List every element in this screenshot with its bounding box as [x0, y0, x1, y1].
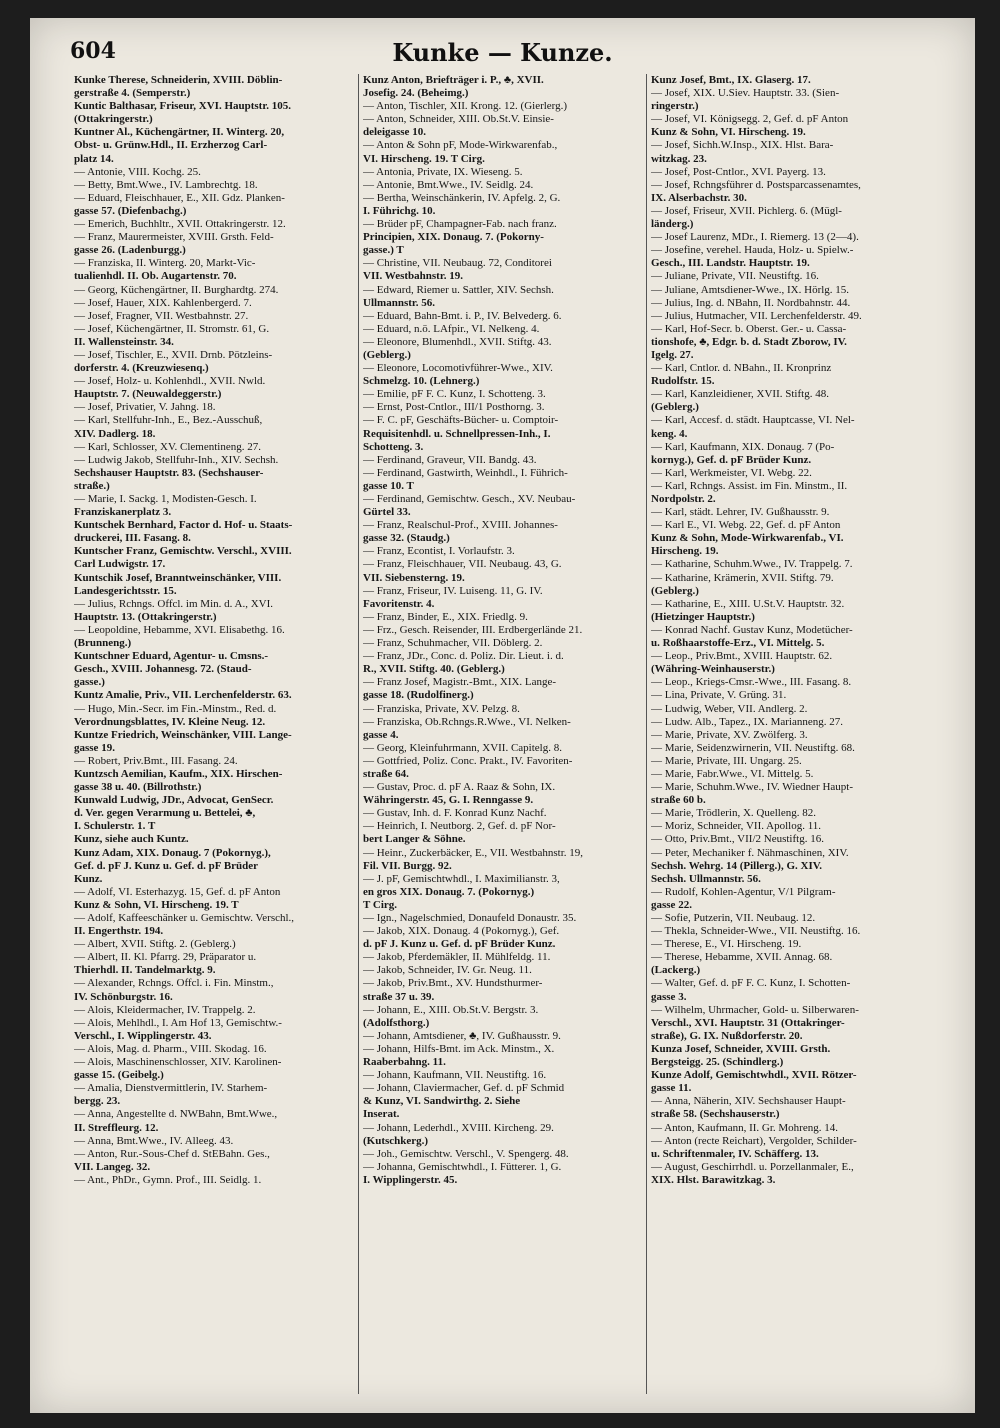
- directory-entry-line: — Anton & Sohn pF, Mode-Wirkwarenfab.,: [363, 139, 558, 152]
- directory-entry-line: Kunz Josef, Bmt., IX. Glaserg. 17.: [651, 74, 811, 86]
- directory-entry-line: Carl Ludwigstr. 17.: [74, 558, 166, 571]
- directory-entry-line: — Jakob, Schneider, IV. Gr. Neug. 11.: [363, 964, 532, 977]
- directory-entry-line: gasse 26. (Ladenburgg.): [74, 244, 186, 257]
- directory-entry-line: — Brüder pF, Champagner-Fab. nach franz.: [363, 218, 557, 231]
- directory-entry-line: — Katharine, Krämerin, XVII. Stiftg. 79.: [651, 571, 834, 584]
- directory-entry-line: — Therese, Hebamme, XVII. Annag. 68.: [651, 951, 833, 964]
- directory-entry-line: — Bertha, Weinschänkerin, IV. Apfelg. 2, G.: [363, 191, 561, 204]
- directory-entry-line: Kuntschik Josef, Branntweinschänker, VIII.: [74, 571, 282, 584]
- directory-entry-line: — Karl, städt. Lehrer, IV. Gußhausstr. 9.: [651, 506, 830, 519]
- directory-entry-line: — Anton, Schneider, XIII. Ob.St.V. Einsie-: [363, 113, 554, 126]
- directory-column-3: [646, 74, 934, 1394]
- directory-entry-line: — Marie, I. Sackg. 1, Modisten-Gesch. I.: [74, 493, 257, 505]
- directory-entry-line: XIV. Dadlerg. 18.: [74, 427, 156, 440]
- directory-entry-line: (Geblerg.): [363, 348, 411, 361]
- directory-entry-line: — Franz, Realschul-Prof., XVIII. Johannes-: [363, 519, 558, 532]
- directory-column-2: [358, 74, 646, 1394]
- directory-entry-line: Kuntic Balthasar, Friseur, XVI. Hauptstr. 105.: [74, 100, 291, 113]
- directory-entry-line: II. Wallensteinstr. 34.: [74, 335, 174, 348]
- directory-entry-line: — Josef, Privatier, V. Jahng. 18.: [74, 401, 216, 414]
- directory-entry-line: Bergsteigg. 25. (Schindlerg.): [651, 1056, 784, 1069]
- directory-entry-line: — Marie, Private, III. Ungarg. 25.: [651, 754, 802, 767]
- directory-entry-line: — Otto, Priv.Bmt., VII/2 Neustiftg. 16.: [651, 833, 824, 846]
- directory-entry-line: VI. Hirscheng. 19. T Cirg.: [363, 152, 485, 165]
- directory-entry-line: Kunz.: [74, 872, 103, 885]
- directory-entry-line: Kunwald Ludwig, JDr., Advocat, GenSecr.: [74, 794, 274, 807]
- directory-entry-line: — Alois, Mehlhdl., I. Am Hof 13, Gemischtw.-: [74, 1016, 282, 1029]
- directory-entry-line: (Ottakringerstr.): [74, 113, 153, 126]
- directory-entry-line: I. Wipplingerstr. 45.: [363, 1173, 458, 1186]
- directory-entry-line: dorferstr. 4. (Kreuzwiesenq.): [74, 362, 209, 375]
- directory-entry-line: bert Langer & Söhne.: [363, 833, 466, 846]
- directory-entry-line: — Alois, Kleidermacher, IV. Trappelg. 2.: [74, 1003, 256, 1016]
- directory-entry-line: straße.): [74, 479, 110, 492]
- directory-entry-line: — Christine, VII. Neubaug. 72, Conditorei: [363, 257, 552, 270]
- directory-entry-line: straße 60 b.: [651, 794, 706, 807]
- directory-entry-line: — Katharine, E., XIII. U.St.V. Hauptstr. 32.: [651, 597, 845, 610]
- directory-entry-line: Kunz & Sohn, VI. Hirscheng. 19. T: [74, 898, 239, 911]
- directory-entry-line: — Jakob, Priv.Bmt., XV. Hundsthurmer-: [363, 977, 543, 990]
- directory-entry-line: Verschl., XVI. Hauptstr. 31 (Ottakringer-: [651, 1016, 845, 1029]
- directory-entry-line: — Betty, Bmt.Wwe., IV. Lambrechtg. 18.: [74, 178, 258, 191]
- directory-entry-line: — Georg, Kleinfuhrmann, XVII. Capitelg. 8.: [363, 741, 562, 754]
- directory-entry-line: — Emilie, pF F. C. Kunz, I. Schotteng. 3.: [363, 388, 546, 401]
- directory-entry-line: — Josef, Post-Cntlor., XVI. Payerg. 13.: [651, 165, 826, 178]
- directory-entry-line: d. pF J. Kunz u. Gef. d. pF Brüder Kunz.: [363, 938, 556, 951]
- directory-entry-line: — Karl, Schlosser, XV. Clementineng. 27.: [74, 440, 261, 453]
- directory-entry-line: en gros XIX. Donaug. 7. (Pokornyg.): [363, 885, 535, 898]
- directory-entry-line: Kunz & Sohn, VI. Hirscheng. 19.: [651, 126, 806, 139]
- directory-entry-line: — Josefine, verehel. Hauda, Holz- u. Spielw.-: [651, 244, 854, 257]
- directory-entry-line: — Julius, Ing. d. NBahn, II. Nordbahnstr. 44.: [651, 296, 851, 309]
- directory-entry-line: — Moriz, Schneider, VII. Apollog. 11.: [651, 820, 822, 833]
- directory-entry-line: — Karl, Stellfuhr-Inh., E., Bez.-Ausschuß,: [74, 414, 263, 427]
- directory-entry-line: — Katharine, Schuhm.Wwe., IV. Trappelg. 7.: [651, 558, 853, 571]
- directory-entry-line: — Wilhelm, Uhrmacher, Gold- u. Silberwaren-: [651, 1003, 859, 1016]
- directory-entry-line: II. Engerthstr. 194.: [74, 925, 164, 938]
- directory-entry-line: gasse 11.: [651, 1082, 692, 1095]
- directory-entry-line: Rudolfstr. 15.: [651, 375, 715, 388]
- directory-entry-line: — Marie, Schuhm.Wwe., IV. Wiedner Haupt-: [651, 781, 853, 794]
- directory-entry-line: — Antonia, Private, IX. Wieseng. 5.: [363, 165, 523, 178]
- directory-entry-line: tionshofe, ♣, Edgr. b. d. Stadt Zborow, IV.: [651, 335, 847, 348]
- directory-entry-line: — Marie, Seidenzwirnerin, VII. Neustiftg. 68.: [651, 741, 855, 754]
- directory-entry-line: — Johanna, Gemischtwhdl., I. Fütterer. 1, G.: [363, 1160, 562, 1173]
- directory-entry-line: Landesgerichtsstr. 15.: [74, 584, 177, 597]
- directory-entry-line: — Anton, Rur.-Sous-Chef d. StEBahn. Ges.,: [74, 1147, 270, 1160]
- directory-entry-line: Schotteng. 3.: [363, 440, 424, 453]
- directory-column-1: [70, 74, 358, 1394]
- directory-entry-line: — Konrad Nachf. Gustav Kunz, Modetücher-: [651, 623, 853, 636]
- directory-entry-line: gasse 19.: [74, 741, 115, 754]
- directory-entry-line: — Anna, Angestellte d. NWBahn, Bmt.Wwe.,: [74, 1108, 278, 1121]
- directory-entry-line: — Albert, XVII. Stiftg. 2. (Geblerg.): [74, 938, 236, 951]
- directory-entry-line: straße 37 u. 39.: [363, 990, 435, 1003]
- directory-entry-line: Franziskanerplatz 3.: [74, 506, 172, 519]
- directory-entry-line: Kuntscher Franz, Gemischtw. Verschl., XVIII.: [74, 545, 292, 558]
- directory-entry-line: Schmelzg. 10. (Lehnerg.): [363, 375, 480, 388]
- directory-entry-line: — Emerich, Buchhltr., XVII. Ottakringerstr. 12.: [74, 218, 286, 231]
- directory-entry-line: — Josef, VI. Königsegg. 2, Gef. d. pF Anton: [651, 113, 849, 126]
- directory-entry-line: — Julius, Rchngs. Offcl. im Min. d. A., XVI.: [74, 597, 274, 610]
- directory-entry-line: — Franz, Schuhmacher, VII. Döblerg. 2.: [363, 637, 543, 650]
- directory-entry-line: (Hietzinger Hauptstr.): [651, 610, 755, 623]
- directory-entry-line: — Josef, Friseur, XVII. Pichlerg. 6. (Mügl-: [651, 204, 842, 217]
- directory-entry-line: — Ferdinand, Gastwirth, Weinhdl., I. Führich-: [363, 466, 568, 479]
- directory-entry-line: — Josef, Fragner, VII. Westbahnstr. 27.: [74, 309, 249, 322]
- directory-entry-line: — Heinr., Zuckerbäcker, E., VII. Westbahnstr. 19,: [363, 846, 584, 859]
- directory-entry-line: — Leop., Kriegs-Cmsr.-Wwe., III. Fasang. 8.: [651, 676, 852, 689]
- directory-entry-line: Kuntschek Bernhard, Factor d. Hof- u. Staats-: [74, 519, 293, 532]
- directory-entry-line: — Josef, XIX. U.Siev. Hauptstr. 33. (Sien-: [651, 87, 840, 100]
- directory-entry-line: — Eleonore, Blumenhdl., XVII. Stiftg. 43.: [363, 335, 552, 348]
- directory-entry-line: — Franz Josef, Magistr.-Bmt., XIX. Lange-: [363, 676, 557, 689]
- directory-entry-line: platz 14.: [74, 152, 114, 165]
- directory-entry-line: Principien, XIX. Donaug. 7. (Pokorny-: [363, 231, 544, 244]
- directory-entry-line: — Sofie, Putzerin, VII. Neubaug. 12.: [651, 912, 816, 924]
- directory-entry-line: — Josef Laurenz, MDr., I. Riemerg. 13 (2—4).: [651, 231, 859, 244]
- directory-entry-line: — Walter, Gef. d. pF F. C. Kunz, I. Schotten-: [651, 977, 851, 990]
- directory-entry-line: — Johann, E., XIII. Ob.St.V. Bergstr. 3.: [363, 1003, 539, 1016]
- directory-entry-line: gasse 38 u. 40. (Billrothstr.): [74, 781, 202, 794]
- directory-entry-line: XIX. Hlst. Barawitzkag. 3.: [651, 1173, 776, 1186]
- directory-entry-line: deleigasse 10.: [363, 126, 426, 139]
- directory-entry-line: — Adolf, VI. Esterhazyg. 15, Gef. d. pF Anton: [74, 885, 281, 898]
- directory-entry-line: — Anna, Näherin, XIV. Sechshauser Haupt-: [651, 1095, 846, 1108]
- directory-entry-line: Kuntzsch Aemilian, Kaufm., XIX. Hirschen-: [74, 767, 283, 780]
- directory-entry-line: — Karl, Kaufmann, XIX. Donaug. 7 (Po-: [651, 440, 835, 453]
- directory-entry-line: — Alexander, Rchngs. Offcl. i. Fin. Minstm.,: [74, 977, 274, 990]
- directory-entry-line: — Josef, Holz- u. Kohlenhdl., XVII. Nwld.: [74, 375, 266, 388]
- directory-entry-line: — Gustav, Inh. d. F. Konrad Kunz Nachf.: [363, 807, 547, 820]
- directory-entry-line: Kunze Adolf, Gemischtwhdl., XVII. Rötzer-: [651, 1069, 857, 1082]
- directory-entry-line: Inserat.: [363, 1108, 400, 1121]
- directory-entry-line: — Anton (recte Reichart), Vergolder, Schilder-: [651, 1134, 857, 1147]
- directory-entry-line: — Karl, Rchngs. Assist. im Fin. Minstm., II.: [651, 479, 848, 492]
- directory-entry-line: — Robert, Priv.Bmt., III. Fasang. 24.: [74, 754, 238, 767]
- directory-entry-line: — Eduard, Bahn-Bmt. i. P., IV. Belvederg. 6.: [363, 309, 562, 322]
- directory-entry-line: (Geblerg.): [651, 401, 699, 414]
- directory-entry-line: Gesch., XVIII. Johannesg. 72. (Staud-: [74, 663, 252, 676]
- directory-entry-line: (Adolfsthorg.): [363, 1016, 430, 1029]
- directory-entry-line: — Leopoldine, Hebamme, XVI. Elisabethg. 16.: [74, 623, 285, 636]
- directory-entry-line: — Josef, Küchengärtner, II. Stromstr. 61, G.: [74, 322, 270, 335]
- directory-entry-line: IV. Schönburgstr. 16.: [74, 990, 173, 1003]
- directory-entry-line: — Anna, Bmt.Wwe., IV. Alleeg. 43.: [74, 1134, 234, 1147]
- directory-entry-line: & Kunz, VI. Sandwirthg. 2. Siehe: [363, 1095, 521, 1108]
- directory-entry-line: — Rudolf, Kohlen-Agentur, V/1 Pilgram-: [651, 885, 836, 898]
- directory-entry-line: — Franziska, Private, XV. Pelzg. 8.: [363, 702, 520, 715]
- directory-entry-line: witzkag. 23.: [651, 152, 707, 165]
- directory-entry-line: — Karl, Werkmeister, VI. Webg. 22.: [651, 466, 812, 479]
- directory-entry-line: druckerei, III. Fasang. 8.: [74, 532, 191, 545]
- directory-entry-line: gasse 32. (Staudg.): [363, 532, 450, 545]
- directory-entry-line: — Heinrich, I. Neutborg. 2, Gef. d. pF Nor-: [363, 820, 556, 833]
- directory-entry-line: VII. Langeg. 32.: [74, 1160, 151, 1173]
- directory-entry-line: Igelg. 27.: [651, 348, 694, 361]
- directory-entry-line: — Eduard, n.ö. LAfpir., VI. Nelkeng. 4.: [363, 322, 540, 335]
- directory-entry-line: — Franz, Binder, E., XIX. Friedlg. 9.: [363, 610, 528, 623]
- directory-entry-line: — Franz, Friseur, IV. Luiseng. 11, G. IV.: [363, 584, 543, 597]
- directory-entry-line: — Karl, Cntlor. d. NBahn., II. Kronprinz: [651, 362, 832, 375]
- directory-entry-line: — Gottfried, Poliz. Conc. Prakt., IV. Favoriten-: [363, 754, 573, 767]
- directory-entry-line: T Cirg.: [363, 898, 398, 911]
- directory-entry-line: Kuntner Al., Küchengärtner, II. Winterg. 20,: [74, 126, 285, 139]
- directory-entry-line: gasse.): [74, 676, 105, 689]
- directory-entry-line: — Frz., Gesch. Reisender, III. Erdbergerlände 21.: [363, 623, 583, 636]
- directory-entry-line: Kunz, siehe auch Kuntz.: [74, 833, 189, 846]
- directory-entry-line: — Marie, Fabr.Wwe., VI. Mittelg. 5.: [651, 767, 814, 780]
- directory-entry-line: straße), G. IX. Nußdorferstr. 20.: [651, 1029, 803, 1042]
- directory-entry-line: — Josef, Hauer, XIX. Kahlenbergerd. 7.: [74, 296, 252, 309]
- directory-entry-line: — Franziska, II. Winterg. 20, Markt-Vic-: [74, 257, 256, 270]
- directory-entry-line: — August, Geschirrhdl. u. Porzellanmaler, E.,: [651, 1160, 854, 1173]
- directory-entry-line: — Eduard, Fleischhauer, E., XII. Gdz. Planken-: [74, 191, 285, 204]
- directory-entry-line: u. Schriftenmaler, IV. Schäfferg. 13.: [651, 1147, 819, 1160]
- directory-entry-line: — Antonie, Bmt.Wwe., IV. Seidlg. 24.: [363, 178, 534, 191]
- directory-entry-line: Sechsh. Ullmannstr. 56.: [651, 872, 761, 885]
- directory-entry-line: bergg. 23.: [74, 1095, 121, 1108]
- directory-entry-line: — Jakob, XIX. Donaug. 4 (Pokornyg.), Gef.: [363, 925, 560, 938]
- directory-entry-line: gasse 4.: [363, 728, 399, 741]
- directory-entry-line: — Eleonore, Locomotivführer-Wwe., XIV.: [363, 362, 553, 375]
- directory-entry-line: Kuntschner Eduard, Agentur- u. Cmsns.-: [74, 650, 269, 663]
- directory-entry-line: IX. Alserbachstr. 30.: [651, 191, 747, 204]
- directory-entry-line: gasse 15. (Geibelg.): [74, 1069, 164, 1082]
- directory-entry-line: — Marie, Private, XV. Zwölferg. 3.: [651, 728, 808, 741]
- directory-entry-line: — Leop., Priv.Bmt., XVIII. Hauptstr. 62.: [651, 650, 833, 663]
- directory-entry-line: gerstraße 4. (Semperstr.): [74, 87, 191, 100]
- directory-entry-line: Hirscheng. 19.: [651, 545, 719, 558]
- directory-entry-line: — Anton, Kaufmann, II. Gr. Mohreng. 14.: [651, 1121, 838, 1134]
- directory-entry-line: — Lina, Private, V. Grüng. 31.: [651, 689, 787, 702]
- directory-entry-line: Ullmannstr. 56.: [363, 296, 436, 309]
- directory-entry-line: — Albert, II. Kl. Pfarrg. 29, Präparator u.: [74, 951, 257, 964]
- directory-entry-line: Kuntz Amalie, Priv., VII. Lerchenfelderstr. 63.: [74, 689, 292, 702]
- directory-entry-line: — Ferdinand, Graveur, VII. Bandg. 43.: [363, 453, 537, 466]
- page-header: Kunke — Kunze.: [392, 38, 613, 67]
- directory-entry-line: — Jakob, Pferdemäkler, II. Mühlfeldg. 11.: [363, 951, 551, 964]
- directory-entry-line: straße 64.: [363, 767, 409, 780]
- directory-entry-line: — Josef, Tischler, E., XVII. Drnb. Pötzleins-: [74, 348, 273, 361]
- directory-entry-line: gasse 57. (Diefenbachg.): [74, 204, 187, 217]
- directory-entry-line: — Ant., PhDr., Gymn. Prof., III. Seidlg. 1.: [74, 1173, 262, 1186]
- directory-entry-line: I. Schulerstr. 1. T: [74, 820, 156, 833]
- directory-entry-line: — Josef, Sichh.W.Insp., XIX. Hlst. Bara-: [651, 139, 834, 152]
- directory-entry-line: Kunz Anton, Briefträger i. P., ♣, XVII.: [363, 74, 544, 86]
- directory-entry-line: gasse 3.: [651, 990, 687, 1003]
- directory-entry-line: VII. Siebensterng. 19.: [363, 571, 465, 584]
- directory-entry-line: — Julius, Hutmacher, VII. Lerchenfelderstr. 49.: [651, 309, 862, 322]
- directory-entry-line: — Ernst, Post-Cntlor., III/1 Posthorng. 3.: [363, 401, 545, 414]
- directory-entry-line: — F. C. pF, Geschäfts-Bücher- u. Comptoir-: [363, 414, 559, 427]
- directory-entry-line: — Peter, Mechaniker f. Nähmaschinen, XIV.: [651, 846, 849, 859]
- directory-entry-line: — J. pF, Gemischtwhdl., I. Maximilianstr. 3,: [363, 872, 560, 885]
- directory-entry-line: VII. Westbahnstr. 19.: [363, 270, 463, 283]
- directory-entry-line: — Juliane, Private, VII. Neustiftg. 16.: [651, 270, 819, 283]
- directory-entry-line: d. Ver. gegen Verarmung u. Bettelei, ♣,: [74, 807, 256, 820]
- directory-entry-line: kornyg.), Gef. d. pF Brüder Kunz.: [651, 453, 812, 466]
- directory-entry-line: — Georg, Küchengärtner, II. Burghardtg. 274.: [74, 283, 279, 296]
- directory-entry-line: — Josef, Rchngsführer d. Postsparcassenamtes,: [651, 178, 861, 191]
- directory-entry-line: Kunza Josef, Schneider, XVIII. Grsth.: [651, 1042, 831, 1055]
- directory-entry-line: — Johann, Hilfs-Bmt. im Ack. Minstm., X.: [363, 1042, 555, 1055]
- directory-entry-line: Gef. d. pF J. Kunz u. Gef. d. pF Brüder: [74, 859, 259, 872]
- directory-entry-line: Raaberbahng. 11.: [363, 1056, 446, 1069]
- directory-entry-line: Gürtel 33.: [363, 506, 411, 519]
- directory-entry-line: — Franz, Econtist, I. Vorlaufstr. 3.: [363, 545, 515, 558]
- directory-entry-line: Sechshauser Hauptstr. 83. (Sechshauser-: [74, 466, 264, 479]
- directory-entry-line: Requisitenhdl. u. Schnellpressen-Inh., I.: [363, 427, 551, 440]
- directory-entry-line: — Karl, Accesf. d. städt. Hauptcasse, VI. Nel-: [651, 414, 855, 427]
- directory-entry-line: (Kutschkerg.): [363, 1134, 429, 1147]
- directory-entry-line: — Alois, Mag. d. Pharm., VIII. Skodag. 16.: [74, 1042, 267, 1055]
- directory-entry-line: — Johann, Amtsdiener, ♣, IV. Gußhausstr. 9.: [363, 1029, 561, 1042]
- directory-entry-line: — Ludwig, Weber, VII. Andlerg. 2.: [651, 702, 808, 715]
- directory-entry-line: — Thekla, Schneider-Wwe., VII. Neustiftg. 16.: [651, 925, 861, 938]
- directory-entry-line: Hauptstr. 13. (Ottakringerstr.): [74, 610, 217, 623]
- directory-entry-line: (Brunneng.): [74, 637, 132, 650]
- directory-entry-line: Verschl., I. Wipplingerstr. 43.: [74, 1029, 212, 1042]
- directory-entry-line: Währingerstr. 45, G. I. Renngasse 9.: [363, 794, 534, 807]
- directory-entry-line: — Ludw. Alb., Tapez., IX. Marianneng. 27.: [651, 715, 843, 728]
- directory-entry-line: gasse 22.: [651, 898, 692, 911]
- directory-columns: [70, 74, 935, 1394]
- directory-entry-line: gasse.) T: [363, 244, 404, 257]
- directory-entry-line: u. Roßhaarstoffe-Erz., VI. Mittelg. 5.: [651, 637, 825, 650]
- directory-entry-line: — Karl, Kanzleidiener, XVII. Stiftg. 48.: [651, 388, 829, 401]
- directory-entry-line: — Adolf, Kaffeeschänker u. Gemischtw. Verschl.,: [74, 912, 295, 924]
- directory-entry-line: — Ferdinand, Gemischtw. Gesch., XV. Neubau-: [363, 493, 576, 505]
- directory-entry-line: Gesch., III. Landstr. Hauptstr. 19.: [651, 257, 810, 270]
- directory-entry-line: gasse 10. T: [363, 479, 414, 492]
- directory-entry-line: (Geblerg.): [651, 584, 699, 597]
- directory-entry-line: — Ludwig Jakob, Stellfuhr-Inh., XIV. Sechsh.: [74, 453, 279, 466]
- directory-entry-line: — Joh., Gemischtw. Verschl., V. Spengerg. 48.: [363, 1147, 569, 1160]
- directory-entry-line: — Gustav, Proc. d. pF A. Raaz & Sohn, IX.: [363, 781, 556, 794]
- directory-entry-line: R., XVII. Stiftg. 40. (Geblerg.): [363, 663, 505, 676]
- directory-entry-line: — Hugo, Min.-Secr. im Fin.-Minstm., Red. d.: [74, 702, 277, 715]
- directory-entry-line: straße 58. (Sechshauserstr.): [651, 1108, 780, 1121]
- directory-entry-line: — Anton, Tischler, XII. Krong. 12. (Gierlerg.): [363, 100, 568, 113]
- directory-entry-line: gasse 18. (Rudolfinerg.): [363, 689, 474, 702]
- directory-page: [30, 18, 975, 1413]
- directory-entry-line: Sechsh. Wehrg. 14 (Pillerg.), G. XIV.: [651, 859, 823, 872]
- directory-entry-line: — Alois, Maschinenschlosser, XIV. Karolinen-: [74, 1056, 282, 1069]
- directory-entry-line: (Währing-Weinhauserstr.): [651, 663, 775, 676]
- directory-entry-line: Verordnungsblattes, IV. Kleine Neug. 12.: [74, 715, 266, 728]
- directory-entry-line: — Therese, E., VI. Hirscheng. 19.: [651, 938, 802, 951]
- directory-entry-line: — Karl, Hof-Secr. b. Oberst. Ger.- u. Cassa-: [651, 322, 847, 335]
- directory-entry-line: (Lackerg.): [651, 964, 701, 977]
- directory-entry-line: Hauptstr. 7. (Neuwaldeggerstr.): [74, 388, 222, 401]
- directory-entry-line: — Johann, Lederhdl., XVIII. Kircheng. 29.: [363, 1121, 554, 1134]
- directory-entry-line: Favoritenstr. 4.: [363, 597, 435, 610]
- directory-entry-line: länderg.): [651, 218, 694, 231]
- directory-entry-line: — Franz, Maurermeister, XVIII. Grsth. Feld-: [74, 231, 274, 244]
- directory-entry-line: I. Führichg. 10.: [363, 204, 436, 217]
- directory-entry-line: Obst- u. Grünw.Hdl., II. Erzherzog Carl-: [74, 139, 268, 152]
- directory-entry-line: — Karl E., VI. Webg. 22, Gef. d. pF Anton: [651, 519, 841, 532]
- directory-entry-line: — Antonie, VIII. Kochg. 25.: [74, 165, 201, 178]
- directory-entry-line: II. Streffleurg. 12.: [74, 1121, 159, 1134]
- page-number: 604: [70, 38, 116, 64]
- directory-entry-line: — Ign., Nagelschmied, Donaufeld Donaustr. 35.: [363, 912, 577, 924]
- directory-entry-line: — Juliane, Amtsdiener-Wwe., IX. Hörlg. 15.: [651, 283, 850, 296]
- directory-entry-line: Thierhdl. II. Tandelmarktg. 9.: [74, 964, 216, 977]
- directory-entry-line: tualienhdl. II. Ob. Augartenstr. 70.: [74, 270, 237, 283]
- directory-entry-line: Nordpolstr. 2.: [651, 493, 716, 505]
- directory-entry-line: — Edward, Riemer u. Sattler, XIV. Sechsh.: [363, 283, 554, 296]
- directory-entry-line: — Johann, Kaufmann, VII. Neustiftg. 16.: [363, 1069, 547, 1082]
- directory-entry-line: Kunz & Sohn, Mode-Wirkwarenfab., VI.: [651, 532, 844, 545]
- directory-entry-line: — Amalia, Dienstvermittlerin, IV. Starhem-: [74, 1082, 268, 1095]
- directory-entry-line: — Johann, Claviermacher, Gef. d. pF Schmid: [363, 1082, 565, 1095]
- directory-entry-line: Kunz Adam, XIX. Donaug. 7 (Pokornyg.),: [74, 846, 271, 859]
- directory-entry-line: — Franziska, Ob.Rchngs.R.Wwe., VI. Nelken-: [363, 715, 571, 728]
- directory-entry-line: — Franz, Fleischhauer, VII. Neubaug. 43, G.: [363, 558, 562, 571]
- directory-entry-line: — Franz, JDr., Conc. d. Poliz. Dir. Lieut. i. d.: [363, 650, 564, 663]
- directory-entry-line: Kunke Therese, Schneiderin, XVIII. Döblin-: [74, 74, 283, 86]
- directory-entry-line: Kuntze Friedrich, Weinschänker, VIII. Lange-: [74, 728, 292, 741]
- directory-entry-line: — Marie, Trödlerin, X. Quelleng. 82.: [651, 807, 816, 820]
- directory-entry-line: keng. 4.: [651, 427, 688, 440]
- directory-entry-line: Fil. VII. Burgg. 92.: [363, 859, 452, 872]
- directory-entry-line: Josefig. 24. (Beheimg.): [363, 87, 469, 100]
- directory-entry-line: ringerstr.): [651, 100, 699, 113]
